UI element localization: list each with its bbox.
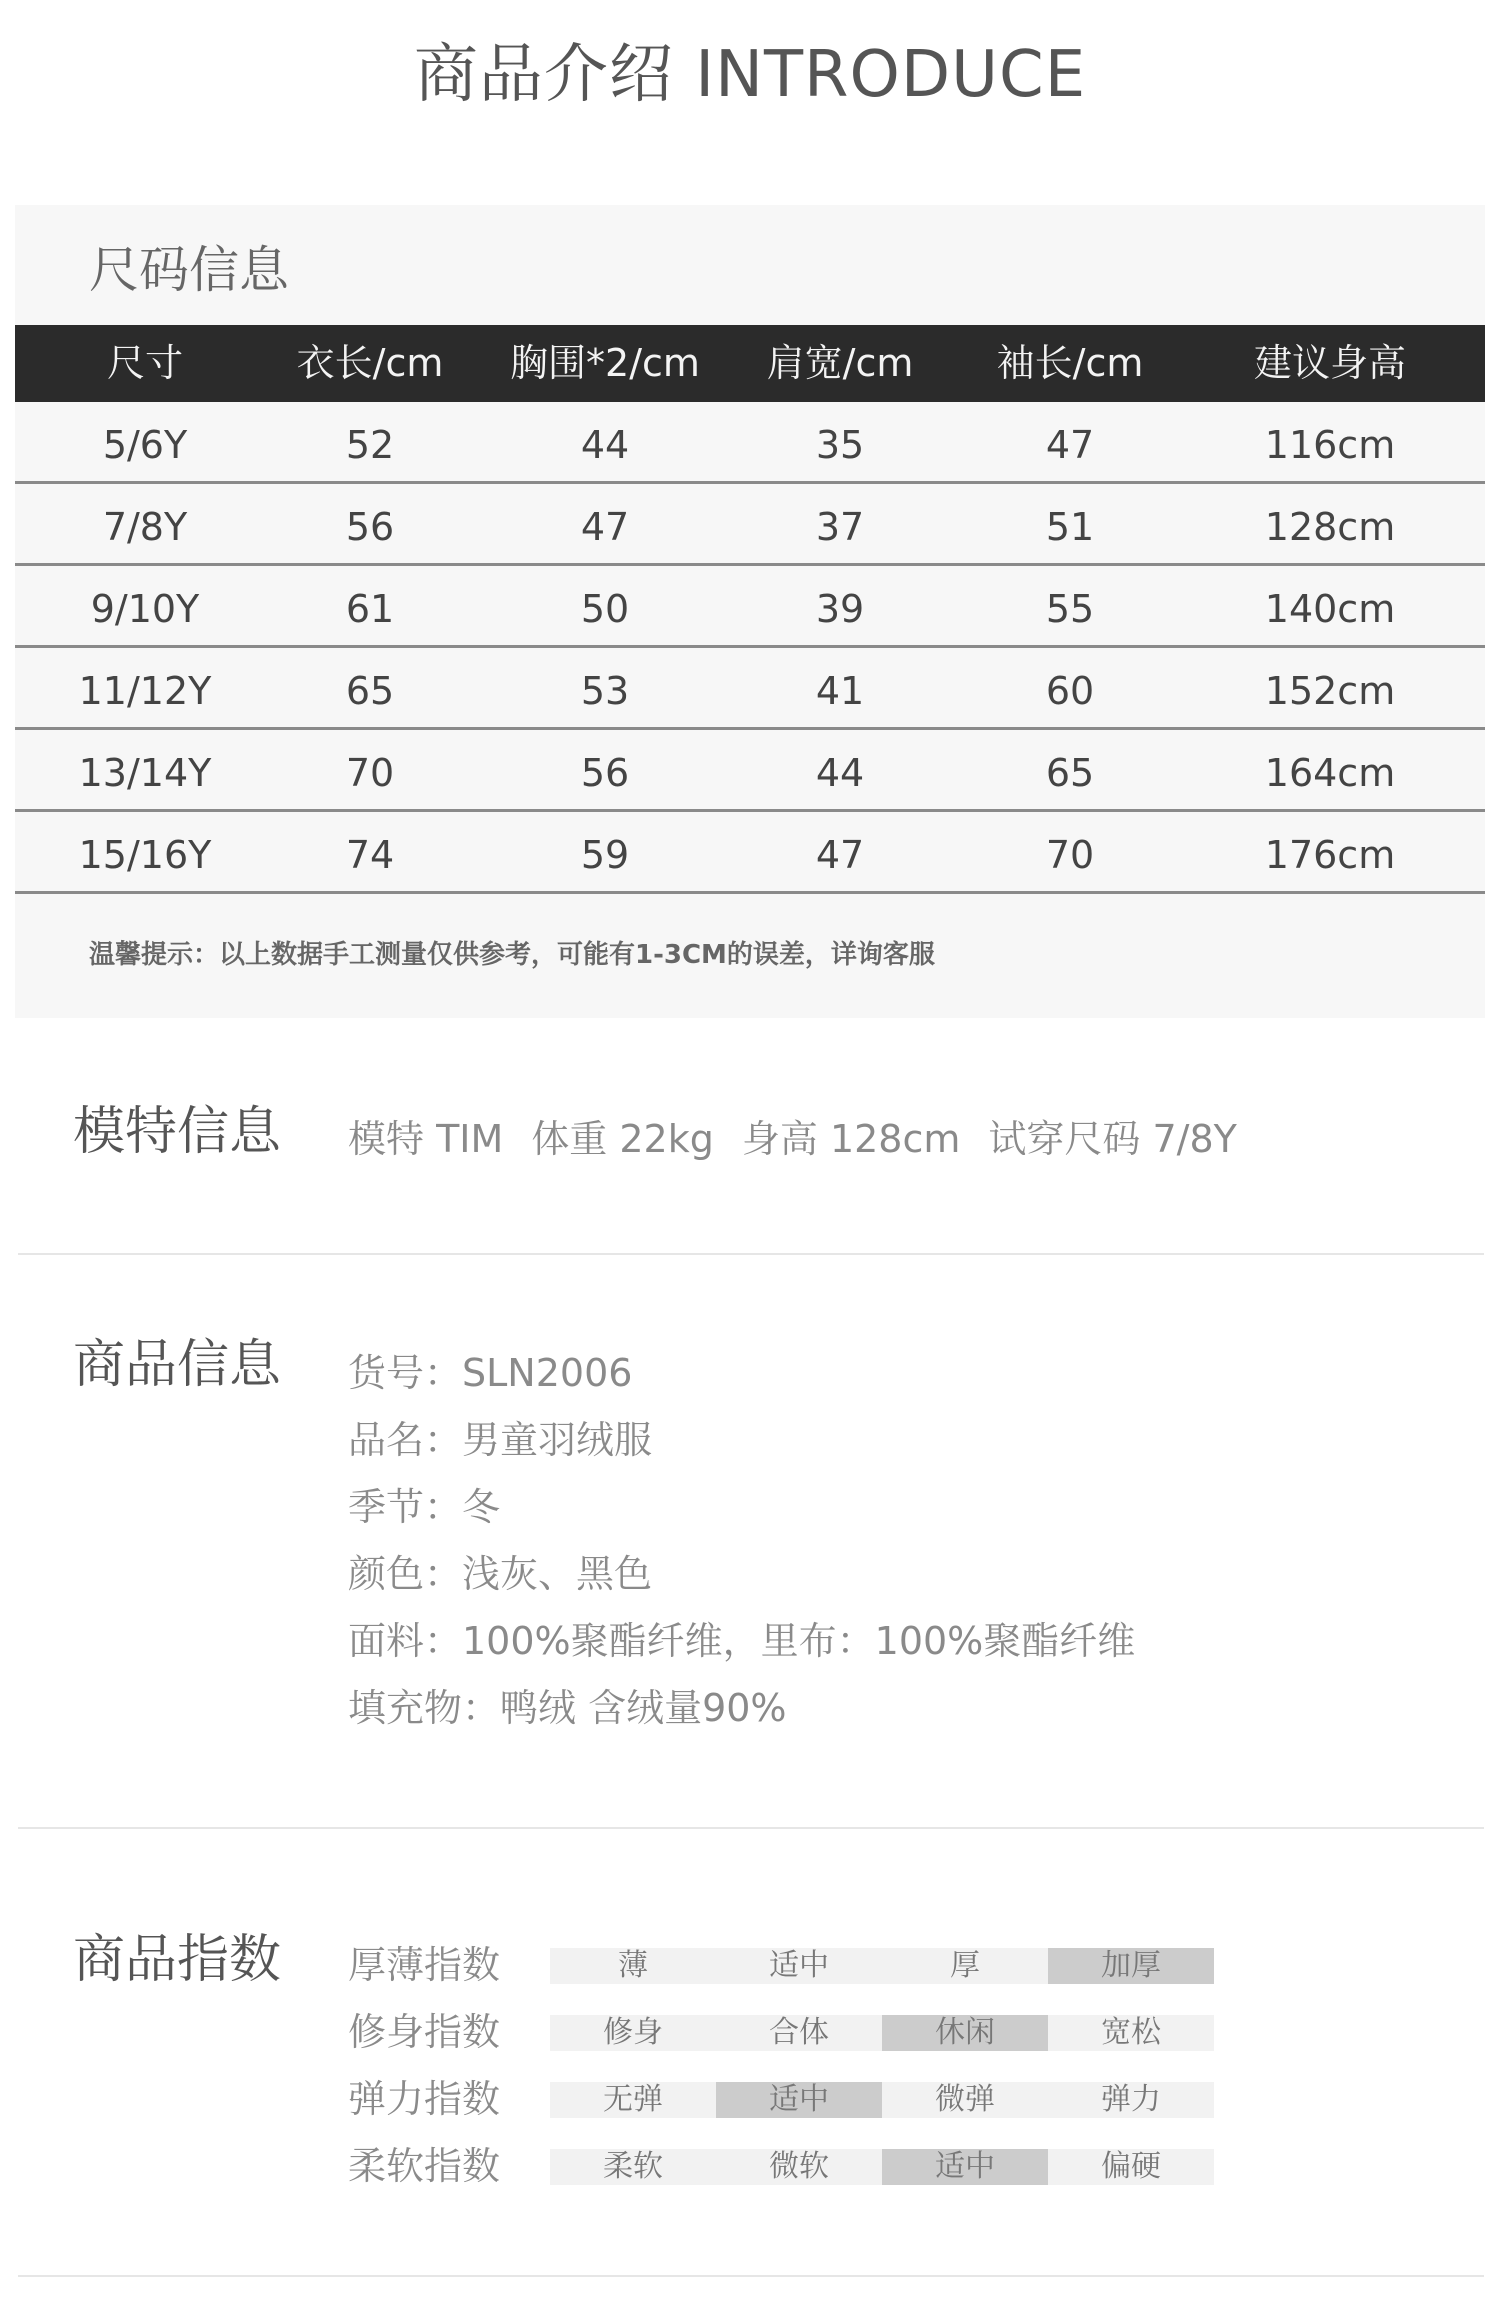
header-cell-chest: 胸围*2/cm <box>510 341 700 385</box>
table-cell: 47 <box>1045 423 1095 467</box>
index-option: 宽松 <box>1101 2015 1161 2050</box>
index-option: 修身 <box>603 2015 663 2050</box>
product-info-item: 面料：100%聚酯纤维，里布：100%聚酯纤维 <box>348 1619 1136 1663</box>
product-info-list <box>348 1340 1135 1742</box>
index-scale <box>550 1948 1214 1984</box>
table-cell: 56 <box>580 751 630 795</box>
index-option: 微弹 <box>935 2082 995 2117</box>
table-row <box>15 566 1485 648</box>
model-name: 模特 TIM <box>348 1117 504 1161</box>
product-index-title: 商品指数 <box>73 1930 282 1990</box>
product-info-item: 填充物：鸭绒 含绒量90% <box>348 1686 787 1730</box>
table-cell: 11/12Y <box>78 669 212 713</box>
table-cell: 39 <box>815 587 865 631</box>
index-row-softness <box>0 2133 1500 2200</box>
table-cell: 60 <box>1045 669 1095 713</box>
table-cell: 65 <box>345 669 395 713</box>
index-row-fit <box>0 1999 1500 2066</box>
model-info-title: 模特信息 <box>73 1102 282 1162</box>
table-row <box>15 812 1485 894</box>
table-cell: 47 <box>580 505 630 549</box>
model-weight: 体重 22kg <box>531 1117 714 1161</box>
index-option: 适中 <box>716 2082 882 2118</box>
index-option: 微软 <box>769 2149 829 2184</box>
index-option: 适中 <box>769 1948 829 1983</box>
index-option: 厚 <box>950 1948 980 1983</box>
index-label: 弹力指数 <box>348 2077 501 2121</box>
table-cell: 70 <box>1045 833 1095 877</box>
table-cell: 35 <box>815 423 865 467</box>
table-cell: 53 <box>580 669 630 713</box>
table-cell: 47 <box>815 833 865 877</box>
product-info-item: 颜色：浅灰、黑色 <box>348 1552 653 1596</box>
model-size: 试穿尺码 7/8Y <box>988 1117 1237 1161</box>
header-cell-sleeve: 袖长/cm <box>996 341 1144 385</box>
divider <box>18 1827 1484 1829</box>
table-cell: 65 <box>1045 751 1095 795</box>
index-label: 厚薄指数 <box>348 1943 501 1987</box>
table-cell: 152cm <box>1264 669 1396 713</box>
index-option: 无弹 <box>603 2082 663 2117</box>
table-cell: 59 <box>580 833 630 877</box>
table-cell: 116cm <box>1264 423 1396 467</box>
index-label: 修身指数 <box>348 2010 501 2054</box>
table-row <box>15 648 1485 730</box>
header-cell-size: 尺寸 <box>106 341 183 385</box>
header-cell-shoulder: 肩宽/cm <box>766 341 914 385</box>
index-option: 薄 <box>618 1948 648 1983</box>
index-scale <box>550 2082 1214 2118</box>
table-cell: 9/10Y <box>90 587 200 631</box>
model-height: 身高 128cm <box>741 1117 961 1161</box>
table-cell: 52 <box>345 423 395 467</box>
table-cell: 61 <box>345 587 395 631</box>
index-option: 加厚 <box>1048 1948 1214 1984</box>
size-chart-title: 尺码信息 <box>89 241 289 299</box>
table-cell: 128cm <box>1264 505 1396 549</box>
size-chart-section <box>15 205 1485 1018</box>
table-cell: 70 <box>345 751 395 795</box>
product-info-item: 品名：男童羽绒服 <box>348 1418 653 1462</box>
table-cell: 13/14Y <box>78 751 212 795</box>
index-row-thickness <box>0 1932 1500 1999</box>
index-option: 弹力 <box>1101 2082 1161 2117</box>
index-option: 偏硬 <box>1101 2149 1161 2184</box>
table-row <box>15 402 1485 484</box>
table-cell: 41 <box>815 669 865 713</box>
product-info-item: 货号：SLN2006 <box>348 1351 633 1395</box>
index-scale <box>550 2015 1214 2051</box>
table-cell: 164cm <box>1264 751 1396 795</box>
index-scale <box>550 2149 1214 2185</box>
size-chart-note: 温馨提示：以上数据手工测量仅供参考，可能有1-3CM的误差，详询客服 <box>89 940 935 970</box>
index-label: 柔软指数 <box>348 2144 501 2188</box>
divider <box>18 1253 1484 1255</box>
table-cell: 51 <box>1045 505 1095 549</box>
size-table-header <box>15 325 1485 402</box>
table-cell: 50 <box>580 587 630 631</box>
header-cell-length: 衣长/cm <box>296 341 444 385</box>
table-cell: 74 <box>345 833 395 877</box>
table-cell: 7/8Y <box>102 505 188 549</box>
table-cell: 44 <box>580 423 630 467</box>
index-option: 休闲 <box>882 2015 1048 2051</box>
table-cell: 15/16Y <box>78 833 212 877</box>
table-cell: 140cm <box>1264 587 1396 631</box>
model-info-text <box>348 1114 1265 1164</box>
table-cell: 55 <box>1045 587 1095 631</box>
index-option: 柔软 <box>603 2149 663 2184</box>
table-row <box>15 484 1485 566</box>
table-cell: 37 <box>815 505 865 549</box>
product-info-title: 商品信息 <box>73 1335 282 1395</box>
index-option: 适中 <box>882 2149 1048 2185</box>
product-info-item: 季节：冬 <box>348 1485 501 1529</box>
table-cell: 56 <box>345 505 395 549</box>
page-title: 商品介绍 INTRODUCE <box>413 38 1087 112</box>
table-cell: 5/6Y <box>102 423 188 467</box>
table-cell: 176cm <box>1264 833 1396 877</box>
divider <box>18 2275 1484 2277</box>
table-row <box>15 730 1485 812</box>
index-row-elasticity <box>0 2066 1500 2133</box>
header-cell-height: 建议身高 <box>1253 341 1406 385</box>
table-cell: 44 <box>815 751 865 795</box>
index-option: 合体 <box>769 2015 829 2050</box>
